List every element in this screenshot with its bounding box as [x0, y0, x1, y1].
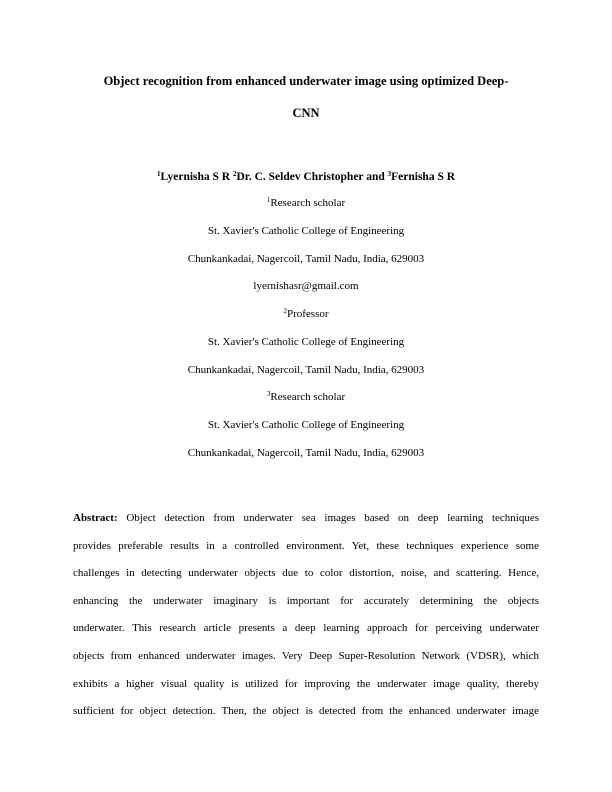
- affiliation-2-role-text: Professor: [286, 308, 329, 320]
- affiliation-3-institution: St. Xavier's Catholic College of Engineering: [207, 419, 405, 431]
- author-1-name: Lyernisha S R: [160, 171, 231, 183]
- author-list: [60, 170, 552, 184]
- abstract-line-1: [73, 505, 539, 533]
- author-2-affiliation-marker: 2: [233, 170, 237, 178]
- affiliation-2-role: [60, 308, 552, 321]
- author-3-affiliation-marker: 3: [387, 170, 392, 178]
- affiliation-2-marker: 2: [283, 307, 287, 315]
- affiliation-1-email: lyernishasr@gmail.com: [253, 280, 359, 292]
- paper-title-line-2: CNN: [292, 106, 320, 120]
- affiliation-1-role: [60, 197, 552, 210]
- author-2-name: Dr. C. Seldev Christopher and: [236, 171, 388, 183]
- affiliation-1-marker: 1: [266, 196, 271, 204]
- abstract-line-8: sufficient for object detection. Then, the object is detected from the enhanced underwater image: [73, 705, 539, 718]
- abstract: [73, 505, 539, 726]
- abstract-line-3: challenges in detecting underwater objects due to color distortion, noise, and scattering. Hence,: [73, 567, 539, 580]
- abstract-line-5: underwater. This research article presents a deep learning approach for perceiving underwater: [73, 622, 539, 635]
- affiliation-2-institution: St. Xavier's Catholic College of Engineering: [207, 336, 405, 348]
- paper-title-line-1: Object recognition from enhanced underwater image using optimized Deep-: [103, 74, 509, 88]
- affiliation-3-marker: 3: [266, 390, 271, 398]
- affiliation-3-role: [60, 391, 552, 404]
- author-3-name: Fernisha S R: [391, 171, 456, 183]
- affiliation-3-address: Chunkankadai, Nagercoil, Tamil Nadu, India, 629003: [187, 447, 425, 459]
- affiliation-2-address: Chunkankadai, Nagercoil, Tamil Nadu, India, 629003: [187, 364, 425, 376]
- affiliation-1-role-text: Research scholar: [270, 197, 346, 209]
- abstract-line-2: provides preferable results in a controlled environment. Yet, these techniques experience some: [73, 539, 539, 552]
- abstract-line-1-text: Object detection from underwater sea images based on deep learning techniques: [117, 512, 539, 524]
- abstract-label: Abstract:: [73, 512, 118, 524]
- abstract-line-7: exhibits a higher visual quality is utilized for improving the underwater image quality, thereby: [73, 677, 539, 690]
- author-1-affiliation-marker: 1: [156, 170, 161, 178]
- abstract-line-6: objects from enhanced underwater images. Very Deep Super-Resolution Network (VDSR), which: [73, 649, 539, 662]
- affiliation-3-role-text: Research scholar: [270, 391, 346, 403]
- abstract-line-4: enhancing the underwater imaginary is important for accurately determining the objects: [73, 594, 539, 607]
- affiliation-1-address: Chunkankadai, Nagercoil, Tamil Nadu, India, 629003: [187, 253, 425, 265]
- affiliation-1-institution: St. Xavier's Catholic College of Engineering: [207, 225, 405, 237]
